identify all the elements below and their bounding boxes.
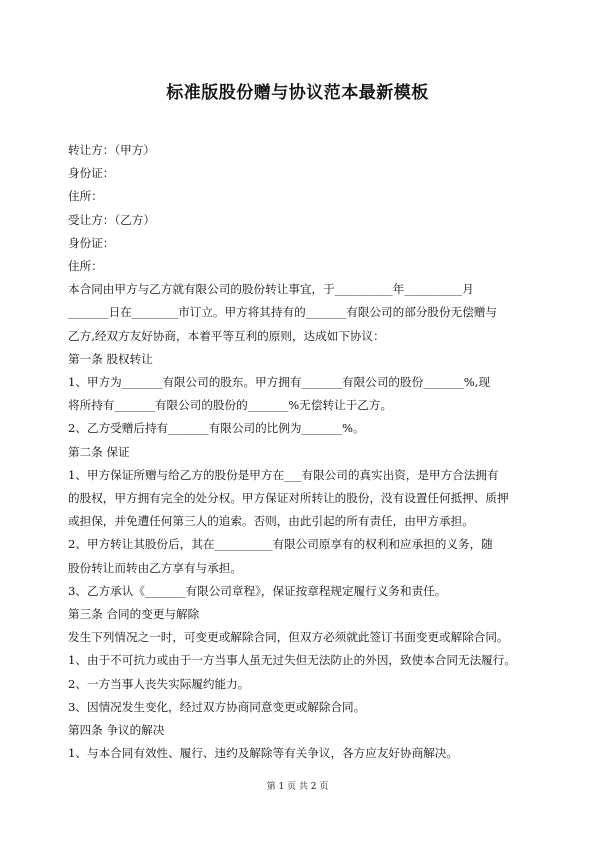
page-footer: 第 1 页 共 2 页 (266, 782, 329, 792)
clause-line: 1、甲方保证所赠与给乙方的股份是甲方在___有限公司的真实出资，是甲方合法拥有 (68, 467, 499, 482)
clause-line: 2、乙方受赠后持有_______有限公司的比例为_______%。 (68, 421, 365, 436)
party-a-id-label: 身份证： (68, 166, 115, 181)
preamble-line: 本合同由甲方与乙方就有限公司的股份转让事宜，于__________年__________月 (68, 282, 474, 297)
clause-line: 3、乙方承认《_______有限公司章程》，保证按章程规定履行义务和责任。 (68, 583, 447, 598)
article-heading: 第一条 股权转让 (68, 351, 153, 366)
clause-line: 3、因情况发生变化，经过双方协商同意变更或解除合同。 (68, 699, 366, 714)
clause-line: 或担保，并免遭任何第三人的追索。否则，由此引起的所有责任，由甲方承担。 (68, 514, 474, 529)
clause-line: 1、由于不可抗力或由于一方当事人虽无过失但无法防止的外因，致使本合同无法履行。 (68, 653, 516, 668)
article-heading: 第二条 保证 (68, 444, 130, 459)
article-heading: 第四条 争议的解决 (68, 723, 165, 738)
clause-line: 发生下列情况之一时，可变更或解除合同，但双方必须就此签订书面变更或解除合同。 (68, 630, 509, 645)
party-a-label: 转让方：（甲方） (68, 143, 155, 157)
article-heading: 第三条 合同的变更与解除 (68, 607, 200, 622)
document-title: 标准版股份赠与协议范本最新模板 (166, 83, 429, 103)
clause-line: 股份转让而转由乙方享有与承担。 (68, 560, 242, 575)
clause-line: 2、甲方转让其股份后，其在__________有限公司原享有的权利和应承担的义务，随 (68, 537, 493, 552)
clause-line: 2、一方当事人丧失实际履约能力。 (68, 676, 250, 691)
party-a-address-label: 住所： (68, 189, 103, 204)
clause-line: 的股权，甲方拥有完全的处分权。甲方保证对所转让的股份，没有设置任何抵押、质押 (68, 491, 509, 506)
party-b-id-label: 身份证： (68, 235, 115, 250)
clause-line: 将所持有_______有限公司的股份的_______%无偿转让于乙方。 (68, 398, 393, 413)
preamble-line: _______日在________市订立。甲方将其持有的_______有限公司的部分股份无偿赠与 (68, 305, 497, 320)
party-b-label: 受让方：（乙方） (68, 212, 155, 227)
preamble-line: 乙方,经双方友好协商，本着平等互利的原则，达成如下协议： (68, 328, 385, 343)
party-b-address-label: 住所： (68, 259, 103, 274)
document-body (68, 139, 530, 765)
clause-line: 1、与本合同有效性、履行、违约及解除等有关争议，各方应友好协商解决。 (68, 746, 458, 761)
clause-line: 1、甲方为_______有限公司的股东。甲方拥有_______有限公司的股份_______%,现 (68, 375, 491, 390)
